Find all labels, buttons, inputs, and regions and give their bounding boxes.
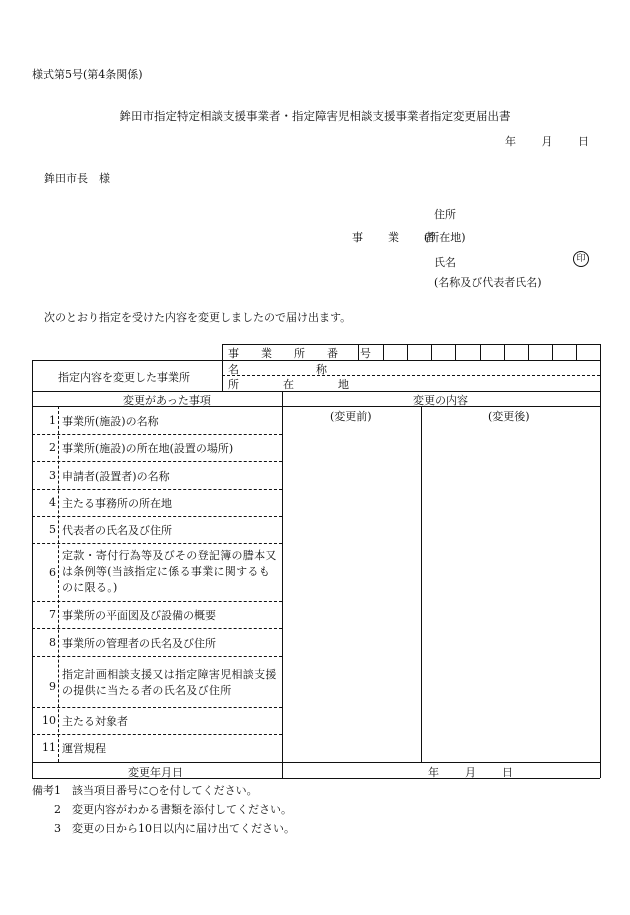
- name-note: (名称及び代表者氏名): [434, 276, 542, 289]
- item-number: 6: [49, 566, 56, 579]
- item-number: 2: [49, 441, 56, 454]
- addressee: 鉾田市長 様: [44, 172, 110, 185]
- item-text: 事業所の平面図及び設備の概要: [62, 609, 216, 622]
- item-number: 8: [49, 636, 56, 649]
- note-2: 2 変更内容がわかる書類を添付してください。: [54, 803, 292, 816]
- item-text: 運営規程: [62, 742, 106, 755]
- item-number: 1: [49, 414, 56, 427]
- item-number: 11: [42, 741, 56, 754]
- note-3: 3 変更の日から10日以内に届け出てください。: [54, 822, 295, 835]
- item-number: 7: [49, 608, 56, 621]
- name-label: 氏名: [434, 256, 456, 269]
- change-date-year: 年: [428, 766, 439, 779]
- intro-text: 次のとおり指定を受けた内容を変更しましたので届け出ます。: [44, 311, 352, 324]
- item-text: 指定計画相談支援又は指定障害児相談支援の提供に当たる者の氏名及び住所: [62, 668, 277, 697]
- item-text: 代表者の氏名及び住所: [62, 524, 172, 537]
- address-label: 住所: [434, 208, 456, 221]
- office-location-label: 所 在 地: [228, 378, 349, 391]
- change-date-label: 変更年月日: [128, 766, 183, 779]
- date-day: 日: [578, 135, 589, 148]
- item-number: 4: [49, 496, 56, 509]
- item-text: 定款・寄付行為等及びその登記簿の謄本又は条例等(当該指定に係る事業に関するものに限る。): [62, 549, 277, 594]
- office-name-label: 名 称: [228, 363, 327, 376]
- office-number-label: 事 業 所 番 号: [228, 347, 371, 360]
- item-text: 主たる対象者: [62, 715, 128, 728]
- changed-items-header: 変更があった事項: [123, 394, 211, 407]
- change-date-value: [428, 764, 513, 780]
- item-text: 申請者(設置者)の名称: [62, 470, 170, 483]
- location-label: (所在地): [424, 231, 466, 244]
- date-year: 年: [505, 135, 516, 148]
- note-1: 備考1 該当項目番号に○を付してください。: [32, 784, 258, 797]
- change-content-header: 変更の内容: [413, 394, 468, 407]
- item-text: 事業所の管理者の氏名及び住所: [62, 637, 216, 650]
- item-text: 主たる事務所の所在地: [62, 497, 172, 510]
- item-text: 事業所(施設)の所在地(設置の場所): [62, 442, 234, 455]
- document-title: 鉾田市指定特定相談支援事業者・指定障害児相談支援事業者指定変更届出書: [119, 109, 511, 123]
- seal-mark: 印: [573, 251, 589, 267]
- item-text: 事業所(施設)の名称: [62, 415, 159, 428]
- business-label: 事 業 者: [352, 231, 436, 244]
- item-number: 10: [42, 714, 56, 727]
- date-month: 月: [541, 135, 553, 148]
- item-number: 5: [49, 523, 56, 536]
- after-label: (変更後): [488, 410, 530, 423]
- change-date-day: 日: [502, 766, 513, 779]
- submission-date: [505, 133, 611, 149]
- item-number: 3: [49, 469, 56, 482]
- before-label: (変更前): [330, 410, 372, 423]
- changed-office-label: 指定内容を変更した事業所: [58, 371, 190, 384]
- item-number: 9: [49, 680, 56, 693]
- change-date-month: 月: [465, 766, 476, 779]
- form-number: 様式第5号(第4条関係): [32, 68, 143, 81]
